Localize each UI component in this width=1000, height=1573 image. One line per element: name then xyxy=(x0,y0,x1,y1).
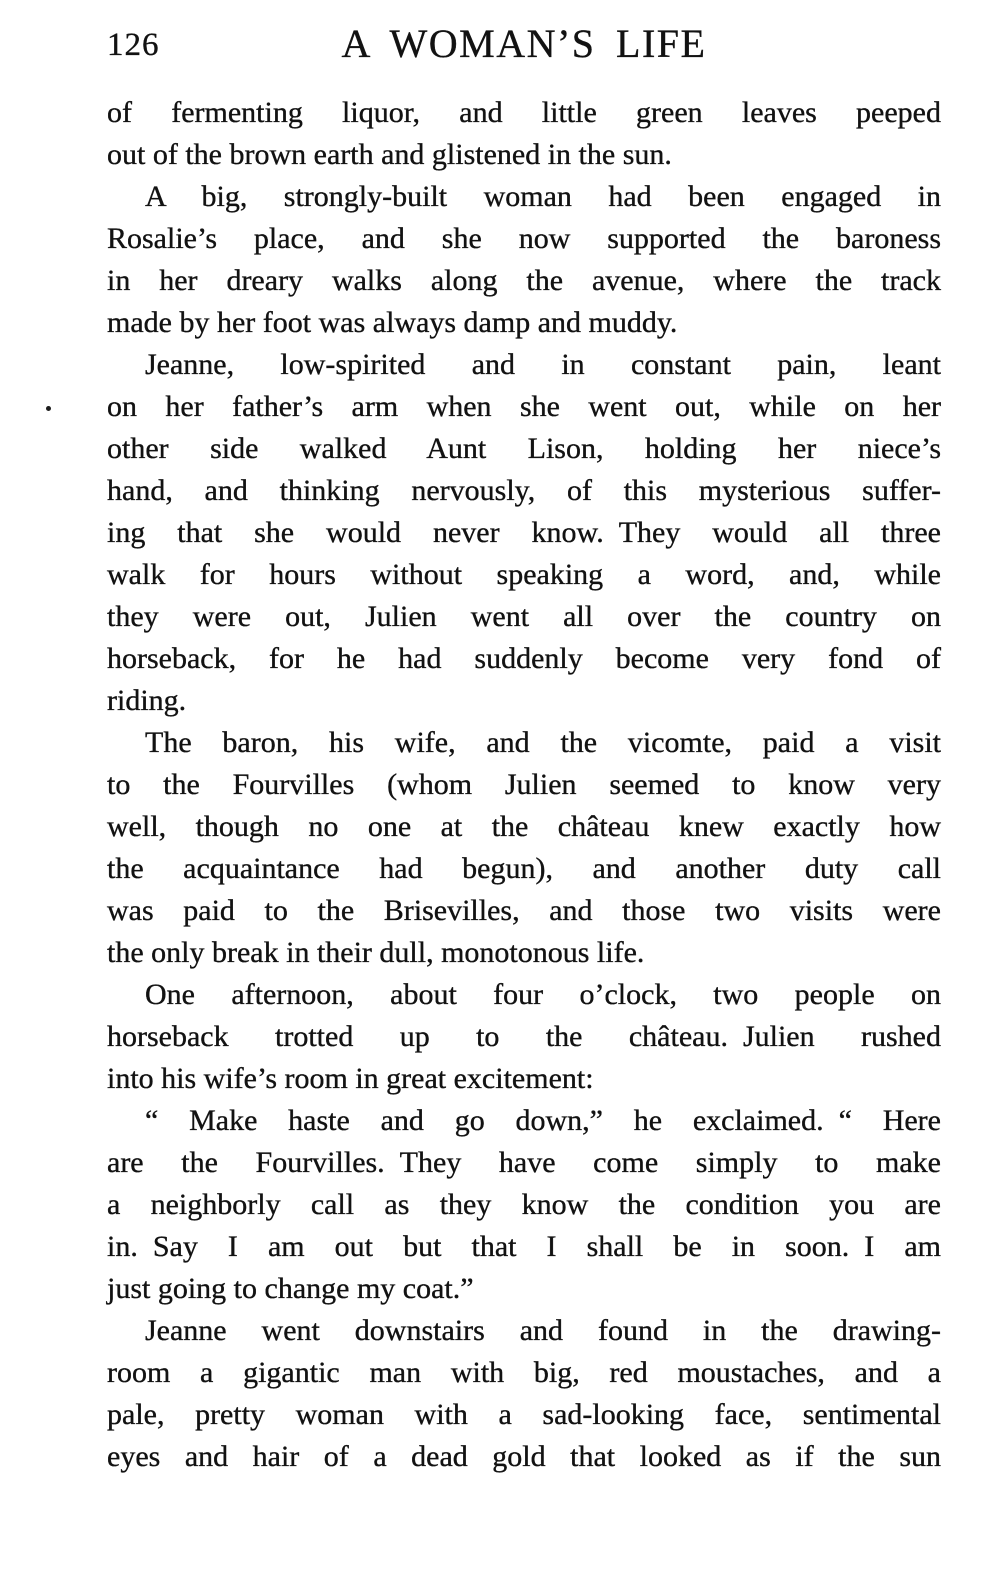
paragraph xyxy=(107,1310,941,1478)
text-line: in. Say I am out but that I shall be in soon. I am xyxy=(107,1230,941,1263)
paragraph xyxy=(107,974,941,1100)
text-line: of fermenting liquor, and little green leaves peeped xyxy=(107,96,941,129)
text-line: they were out, Julien went all over the country on xyxy=(107,600,941,633)
text-line: Jeanne, low-spirited and in constant pain, leant xyxy=(145,348,941,381)
text-line: on her father’s arm when she went out, while on her xyxy=(107,390,941,423)
margin-speck xyxy=(46,406,51,411)
text-line: eyes and hair of a dead gold that looked as if the sun xyxy=(107,1440,941,1473)
text-line: other side walked Aunt Lison, holding her niece’s xyxy=(107,432,941,465)
text-line: “ Make haste and go down,” he exclaimed. “ Here xyxy=(145,1104,941,1137)
text-line: are the Fourvilles. They have come simply to make xyxy=(107,1146,941,1179)
text-line: Rosalie’s place, and she now supported the baroness xyxy=(107,222,941,255)
text-line: ing that she would never know. They would all three xyxy=(107,516,941,549)
paragraph xyxy=(107,1100,941,1310)
text-line: walk for hours without speaking a word, and, while xyxy=(107,558,941,591)
text-line: into his wife’s room in great excitement: xyxy=(107,1062,594,1095)
text-line: riding. xyxy=(107,684,187,717)
page-number: 126 xyxy=(107,27,160,63)
text-line: horseback trotted up to the château. Julien rushed xyxy=(107,1020,941,1053)
text-line: a neighborly call as they know the condition you are xyxy=(107,1188,941,1221)
text-line: A big, strongly-built woman had been engaged in xyxy=(145,180,941,213)
text-line: Jeanne went downstairs and found in the drawing- xyxy=(145,1314,941,1347)
text-line: hand, and thinking nervously, of this mysterious suffer- xyxy=(107,474,941,507)
text-line: to the Fourvilles (whom Julien seemed to know very xyxy=(107,768,941,801)
text-line: just going to change my coat.” xyxy=(107,1272,474,1305)
text-line: well, though no one at the château knew exactly how xyxy=(107,810,941,843)
text-line: in her dreary walks along the avenue, where the track xyxy=(107,264,941,297)
text-line: The baron, his wife, and the vicomte, paid a visit xyxy=(145,726,941,759)
page-body xyxy=(107,92,941,1478)
paragraph xyxy=(107,722,941,974)
paragraph xyxy=(107,344,941,722)
text-line: horseback, for he had suddenly become very fond of xyxy=(107,642,941,675)
text-line: out of the brown earth and glistened in the sun. xyxy=(107,138,672,171)
text-line: the only break in their dull, monotonous life. xyxy=(107,936,645,969)
text-line: One afternoon, about four o’clock, two people on xyxy=(145,978,941,1011)
text-line: room a gigantic man with big, red moustaches, and a xyxy=(107,1356,941,1389)
paragraph xyxy=(107,92,941,176)
text-line: pale, pretty woman with a sad-looking face, sentimental xyxy=(107,1398,941,1431)
text-line: was paid to the Brisevilles, and those two visits were xyxy=(107,894,941,927)
text-line: the acquaintance had begun), and another duty call xyxy=(107,852,941,885)
paragraph xyxy=(107,176,941,344)
text-line: made by her foot was always damp and muddy. xyxy=(107,306,678,339)
running-title: A WOMAN’S LIFE xyxy=(341,21,707,66)
